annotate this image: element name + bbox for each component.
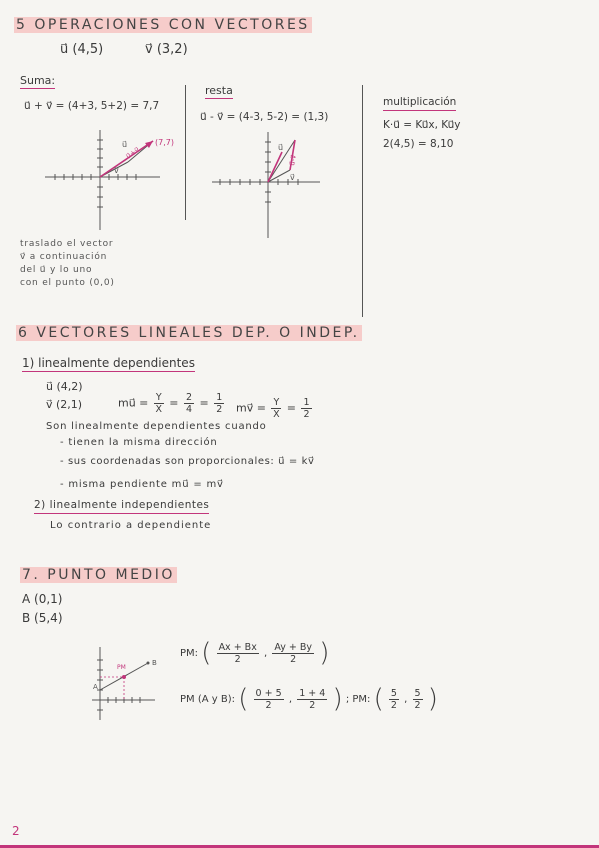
pm-ab-label: PM (A y B): <box>180 694 235 705</box>
suma-label-sum: u⃗+v⃗ <box>124 145 141 161</box>
frac-den: 2 <box>234 653 241 665</box>
slope-v: mv⃗ = $\frac{Y}{X}$ = $\frac{1}{2}$ <box>236 397 310 420</box>
independientes-text: Lo contrario a dependiente <box>50 520 212 531</box>
resta-graph <box>210 130 330 240</box>
dependientes-subtitle: 1) linealmente dependientes <box>22 356 195 372</box>
dep-vector-u: u⃗ (4,2) <box>46 380 83 393</box>
suma-label-v: v⃗ <box>114 166 119 175</box>
frac-num: 2 <box>185 392 192 403</box>
section-5-title <box>14 18 312 32</box>
pm-ab-frac-x <box>254 688 284 711</box>
suma-note-line: v⃗ a continuación <box>20 252 108 262</box>
frac-num: Y <box>273 397 280 408</box>
section-6-title <box>16 326 362 340</box>
dep-line-1: Son linealmente dependientes cuando <box>46 421 267 432</box>
frac-den: 2 <box>390 699 397 711</box>
vector-u: u⃗ (4,5) <box>60 42 104 57</box>
slope-u-fraction <box>154 392 164 415</box>
suma-point-label: (7,7) <box>155 138 174 147</box>
frac-den: 2 <box>309 699 316 711</box>
dep-vector-v: v⃗ (2,1) <box>46 398 83 411</box>
pm-frac-y <box>272 642 314 665</box>
resta-result-line <box>268 152 282 182</box>
dep-line-2: - tienen la misma dirección <box>60 437 218 448</box>
pm-label: PM: <box>180 648 199 659</box>
divider-2 <box>362 85 363 317</box>
point-a: A (0,1) <box>22 592 63 606</box>
pm-result-frac-x <box>389 688 399 711</box>
frac-num: 0 + 5 <box>255 687 282 699</box>
suma-ticks <box>55 140 136 207</box>
mult-title: multiplicación <box>383 96 456 111</box>
section-5-title-text: 5 OPERACIONES CON VECTORES <box>16 17 310 33</box>
slope-v-fraction <box>301 397 311 420</box>
mult-formula-2: 2(4,5) = 8,10 <box>383 138 454 150</box>
frac-den: 2 <box>216 404 223 415</box>
divider-1 <box>185 85 186 220</box>
point-b-dot <box>147 662 150 665</box>
slope-v-fraction <box>271 397 281 420</box>
frac-num: Y <box>155 392 162 403</box>
vector-v: v⃗ (3,2) <box>145 42 188 57</box>
frac-num: 1 + 4 <box>299 687 326 699</box>
resta-formula: u⃗ - v⃗ = (4-3, 5-2) = (1,3) <box>200 111 329 123</box>
suma-label-u: u⃗ <box>122 140 128 149</box>
resta-title: resta <box>205 84 233 99</box>
frac-num: Ay + By <box>274 641 313 653</box>
graph-label-pm: PM <box>117 664 126 671</box>
slope-v-label: mv⃗ = <box>236 401 266 415</box>
frac-num: 1 <box>216 392 223 403</box>
suma-title: Suma: <box>20 74 55 89</box>
pm-formula: PM: ( $\frac{Ax + Bx}{2}$ , $\frac{Ay + By}{2}$ ) <box>180 638 330 668</box>
graph-label-b: B <box>152 659 157 667</box>
suma-note <box>20 238 115 290</box>
frac-den: 2 <box>414 699 421 711</box>
midpoint-graph <box>90 645 170 725</box>
independientes-subtitle: 2) linealmente independientes <box>34 499 209 514</box>
slope-u: mu⃗ = $\frac{Y}{X}$ = $\frac{2}{4}$ = $\frac{1}{2}$ <box>118 392 223 415</box>
dep-line-4: - misma pendiente mu⃗ = mv⃗ <box>60 479 224 490</box>
frac-den: 2 <box>265 699 272 711</box>
midpoint-dot <box>122 675 126 679</box>
section-7-title <box>20 568 177 582</box>
slope-u-fraction <box>184 392 194 415</box>
slope-u-fraction <box>214 392 224 415</box>
page-number: 2 <box>12 824 20 838</box>
suma-formula: u⃗ + v⃗ = (4+3, 5+2) = 7,7 <box>24 100 160 112</box>
point-b: B (5,4) <box>22 611 63 625</box>
frac-num: 1 <box>303 397 310 408</box>
section-6-title-text: 6 VECTORES LINEALES DEP. O INDEP. <box>18 325 360 341</box>
pm-ab-formula: PM (A y B): ( $\frac{0 + 5}{2}$ , $\frac{1 + 4}{2}$ ) ; PM: ( $\frac{5}{2}$ , $\frac{5}{2}$ ) <box>180 684 438 714</box>
resta-label-v: v⃗ <box>290 173 295 182</box>
suma-note-line: con el punto (0,0) <box>20 278 115 288</box>
pm-frac-x <box>217 642 259 665</box>
suma-graph <box>40 125 190 235</box>
frac-den: 4 <box>185 404 192 415</box>
suma-note-line: del u⃗ y lo uno <box>20 265 93 275</box>
suma-note-line: traslado el vector <box>20 239 114 249</box>
graph-label-a: A <box>93 683 98 691</box>
pm-result-label: ; PM: <box>345 694 371 705</box>
resta-label-diff: u⃗-v⃗ <box>288 154 298 167</box>
resta-label-u: u⃗ <box>278 143 284 152</box>
frac-num: Ax + Bx <box>218 641 257 653</box>
frac-den: 2 <box>290 653 297 665</box>
slope-u-label: mu⃗ = <box>118 396 149 410</box>
pm-ab-frac-y <box>297 688 327 711</box>
frac-num: 5 <box>390 687 397 699</box>
section-7-title-text: 7. PUNTO MEDIO <box>22 567 175 583</box>
pm-result-frac-y <box>413 688 423 711</box>
frac-den: X <box>273 409 280 420</box>
mult-formula-1: K·u⃗ = Ku⃗x, Ku⃗y <box>383 119 461 131</box>
dep-line-3: - sus coordenadas son proporcionales: u⃗ = kv⃗ <box>60 456 315 467</box>
frac-den: 2 <box>303 409 310 420</box>
frac-den: X <box>155 404 163 415</box>
frac-num: 5 <box>414 687 421 699</box>
